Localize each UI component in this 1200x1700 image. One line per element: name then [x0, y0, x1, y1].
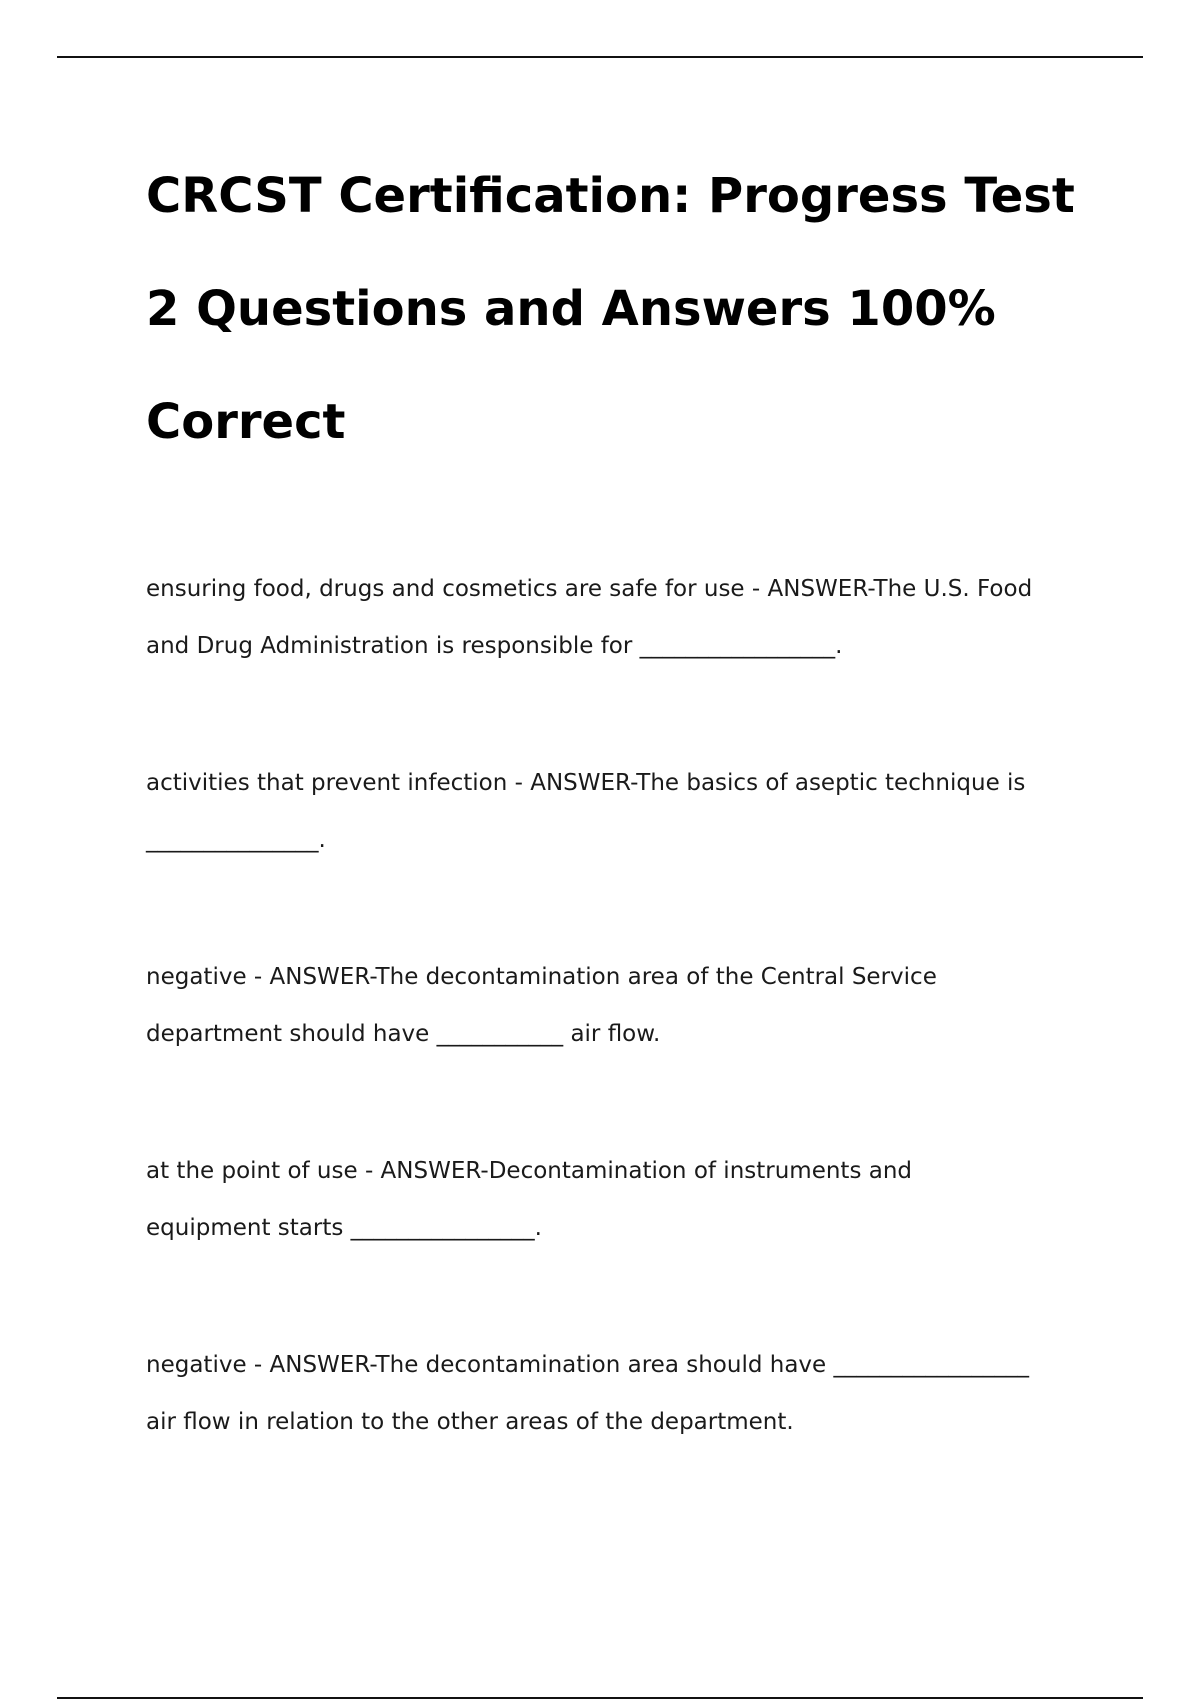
footer-rule [57, 1697, 1143, 1699]
document-title: CRCST Certification: Progress Test 2 Questions and Answers 100% Correct [146, 168, 1075, 450]
qa-item: negative - ANSWER-The decontamination area of the Central Service department should have ___________ air flow. [146, 964, 937, 1047]
qa-item: negative - ANSWER-The decontamination area should have _________________ air flow in relation to the other areas of the department. [146, 1352, 1029, 1435]
qa-item: at the point of use - ANSWER-Decontamination of instruments and equipment starts ________________. [146, 1158, 913, 1241]
header-rule [57, 56, 1143, 58]
qa-item: activities that prevent infection - ANSWER-The basics of aseptic technique is _______________. [146, 770, 1026, 853]
qa-item: ensuring food, drugs and cosmetics are safe for use - ANSWER-The U.S. Food and Drug Administration is responsible for _________________. [146, 576, 1033, 659]
